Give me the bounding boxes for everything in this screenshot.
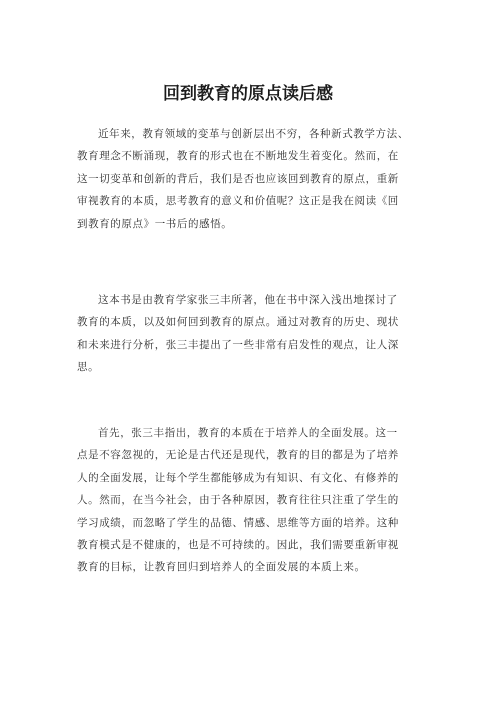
paragraph-2 xyxy=(77,289,427,379)
paragraph-1 xyxy=(77,123,427,235)
paragraph-line: 人。然而，在当今社会，由于各种原因，教育往往只注重了学生的 xyxy=(77,494,399,507)
paragraph-line: 和未来进行分析，张三丰提出了一些非常有启发性的观点，让人深 xyxy=(77,338,399,351)
paragraph-line: 人的全面发展，让每个学生都能够成为有知识、有文化、有修养的 xyxy=(77,471,399,484)
paragraph-line: 教育模式是不健康的，也是不可持续的。因此，我们需要重新审视 xyxy=(77,538,399,551)
paragraph-line: 教育的目标，让教育回归到培养人的全面发展的本质上来。 xyxy=(77,561,366,574)
paragraph-line: 学习成绩，而忽略了学生的品德、情感、思维等方面的培养。这种 xyxy=(77,516,399,529)
paragraph-line: 这本书是由教育学家张三丰所著，他在书中深入浅出地探讨了 xyxy=(98,294,398,306)
paragraph-line: 教育的本质，以及如何回到教育的原点。通过对教育的历史、现状 xyxy=(77,316,399,329)
paragraph-line: 到教育的原点》一书后的感悟。 xyxy=(77,217,233,230)
paragraph-3 xyxy=(77,422,427,579)
paragraph-line: 这一切变革和创新的背后，我们是否也应该回到教育的原点，重新 xyxy=(77,172,399,185)
paragraph-line: 教育理念不断涌现，教育的形式也在不断地发生着变化。然而，在 xyxy=(77,150,399,163)
paragraph-line: 首先，张三丰指出，教育的本质在于培养人的全面发展。这一 xyxy=(98,427,398,439)
paragraph-line: 思。 xyxy=(77,361,100,374)
paragraph-line: 点是不容忽视的，无论是古代还是现代，教育的目的都是为了培养 xyxy=(77,449,399,462)
paragraph-line: 近年来，教育领域的变革与创新层出不穷，各种新式教学方法、 xyxy=(98,128,409,140)
document-title: 回到教育的原点读后感 xyxy=(163,84,333,104)
paragraph-line: 审视教育的本质，思考教育的意义和价值呢？这正是我在阅读《回 xyxy=(77,195,399,208)
